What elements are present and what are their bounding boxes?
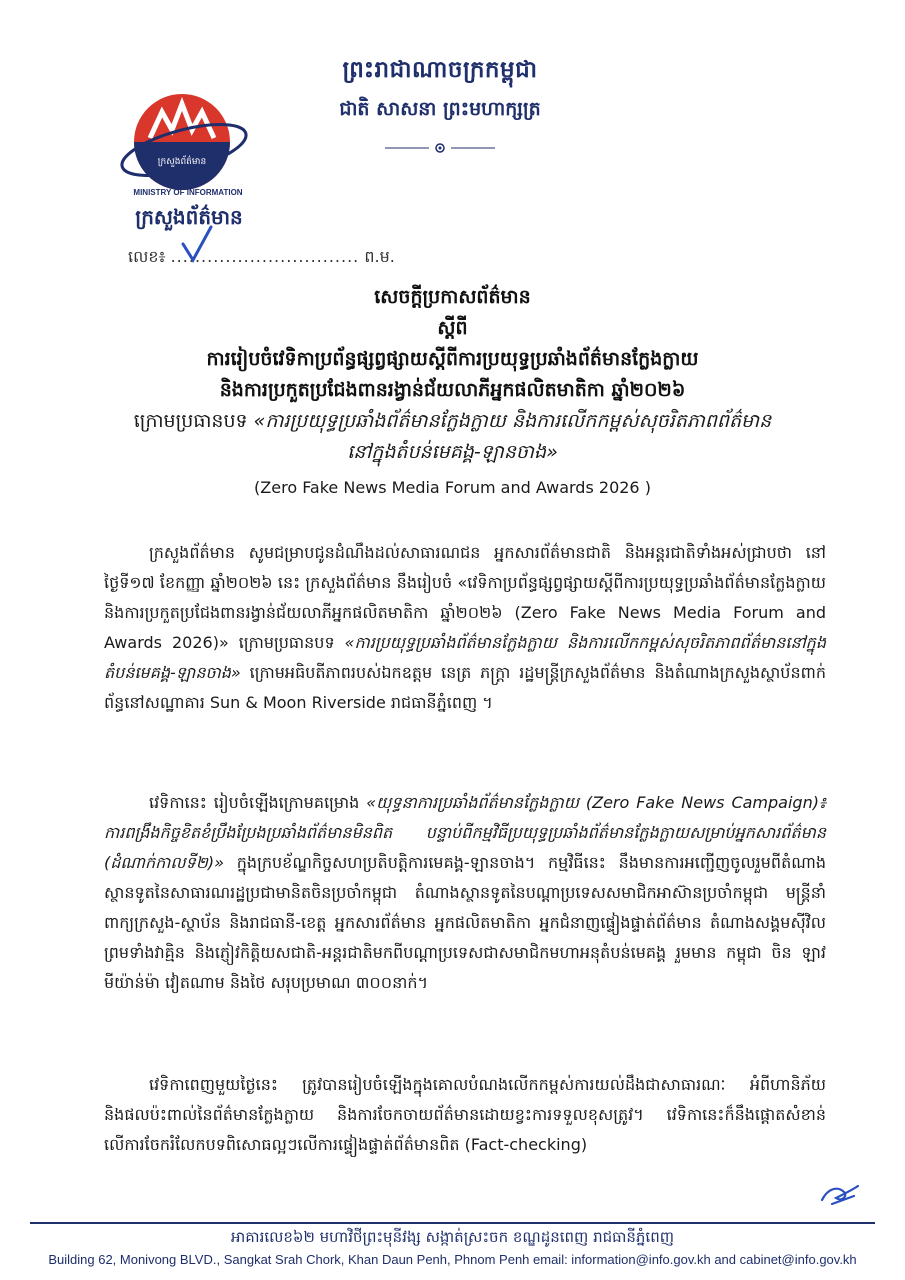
paragraph-2-tail: ក្នុងក្របខ័ណ្ឌកិច្ចសហប្រតិបត្តិការមេគង្គ-ឡានចាង។ កម្មវិធីនេះ នឹងមានការអញ្ជើញចូលរួមពីតំណាងស្ថានទូតនៃសាធារណរដ្ឋប្រជាមានិតចិនប្រចាំកម្ពុជា តំណាងស្ថានទូតនៃបណ្ដាប្រទេសសមាជិកអាស៊ានប្រចាំកម្ពុជា មន្ត្រីនាំពាក្យក្រសួង-ស្ថាប័ន និងរាជធានី-ខេត្ត អ្នកសារព័ត៌មាន អ្នកផលិតមាតិកា អ្នកជំនាញផ្ទៀងផ្ទាត់ព័ត៌មាន តំណាងសង្គមស៊ីវិល ព្រមទាំងវាគ្មិន និងភ្ញៀវកិត្តិយសជាតិ-អន្តរជាតិមកពីបណ្ដាប្រទេសជាសមាជិកមហាអនុតំបន់មេគង្គ រួមមាន កម្ពុជា ចិន ឡាវ មីយ៉ាន់ម៉ា វៀតណាម និងថៃ សរុបប្រមាណ ៣០០នាក់។ — [104, 853, 826, 992]
divider-ornament-icon — [385, 142, 495, 154]
ref-label: លេខ៖ — [128, 247, 166, 266]
logo-text-en: MINISTRY OF INFORMATION — [133, 188, 243, 197]
title-theme-line-2 — [90, 437, 815, 468]
paragraph-1-text: ក្រសួងព័ត៌មាន សូមជម្រាបជូនដំណឹងដល់សាធារណជន អ្នកសារព័ត៌មានជាតិ និងអន្តរជាតិទាំងអស់ជ្រាបថា នៅថ្ងៃទី១៧ ខែកញ្ញា ឆ្នាំ២០២៦ នេះ ក្រសួងព័ត៌មាន នឹងរៀបចំ «វេទិកាប្រព័ន្ធផ្សព្វផ្សាយស្ដីពីការប្រយុទ្ធប្រឆាំងព័ត៌មានក្លែងក្លាយ និងការប្រកួតប្រជែងពានរង្វាន់ជ័យលាភីអ្នកផលិតមាតិកា ឆ្នាំ២០២៦ (Zero Fake News Media Forum and Awards 2026)» ក្រោមប្រធានបទ — [104, 543, 826, 652]
paragraph-1-theme: «ការប្រយុទ្ធប្រឆាំងព័ត៌មានក្លែងក្លាយ និងការលើកកម្ពស់សុចរិតភាពព័ត៌មាននៅក្នុងតំបន់មេគង្គ-ឡានចាង» — [104, 633, 826, 682]
paragraph-1-tail: ក្រោមអធិបតីភាពរបស់ឯកឧត្តម នេត្រ ភក្ត្រា រដ្ឋមន្ត្រីក្រសួងព័ត៌មាន និងតំណាងក្រសួងស្ថាប័នពាក់ព័ន្ធនៅសណ្ឋាគារ Sun & Moon Riverside រាជធានីភ្នំពេញ ។ — [104, 663, 827, 712]
logo-text-kh: ក្រសួងព័ត៌មាន — [157, 157, 207, 167]
kingdom-title: ព្រះរាជាណាចក្រកម្ពុជា — [342, 57, 538, 83]
footer-address-en: Building 62, Monivong BLVD., Sangkat Srah Chork, Khan Daun Penh, Phnom Penh email: information@info.gov.kh and cabinet@info.gov.kh — [48, 1252, 857, 1267]
ref-dots: ............................... — [170, 247, 360, 266]
title-line-4: និងការប្រកួតប្រជែងពានរង្វាន់ជ័យលាភីអ្នកផលិតមាតិកា ឆ្នាំ២០២៦ — [219, 379, 686, 401]
title-english: (Zero Fake News Media Forum and Awards 2026 ) — [254, 478, 651, 497]
title-line-1: សេចក្ដីប្រកាសព័ត៌មាន — [374, 286, 531, 308]
theme-prefix: ក្រោមប្រធានបទ — [133, 410, 248, 432]
initials-signature-icon — [818, 1182, 862, 1208]
paragraph-2 — [104, 788, 826, 998]
paragraph-3-text: វេទិកាពេញមួយថ្ងៃនេះ ត្រូវបានរៀបចំឡើងក្នុងគោលបំណងលើកកម្ពស់ការយល់ដឹងជាសាធារណៈ អំពីហានិភ័យ និងផលប៉ះពាល់នៃព័ត៌មានក្លែងក្លាយ និងការចែកចាយព័ត៌មានដោយខ្វះការទទួលខុសត្រូវ។ វេទិកានេះក៏នឹងផ្ដោតសំខាន់លើការចែករំលែកបទពិសោធល្អៗលើការផ្ទៀងផ្ទាត់ព័ត៌មានពិត (Fact-checking) — [104, 1075, 826, 1154]
footer-address-kh: អាគារលេខ៦២ មហាវិថីព្រះមុនីវង្ស សង្កាត់ស្រះចក ខណ្ឌដូនពេញ រាជធានីភ្នំពេញ — [231, 1228, 674, 1246]
paragraph-3 — [104, 1070, 826, 1160]
title-theme-line-1 — [90, 406, 815, 437]
reference-number — [128, 246, 395, 270]
ministry-name: ក្រសួងព័ត៌មាន — [135, 205, 243, 229]
paragraph-2-project: «យុទ្ធនាការប្រឆាំងព័ត៌មានក្លែងក្លាយ (Zero Fake News Campaign)៖ ការពង្រឹងកិច្ចខិតខំប្រឹងប្រែងប្រឆាំងព័ត៌មានមិនពិត បន្ទាប់ពីកម្មវិធីប្រយុទ្ធប្រឆាំងព័ត៌មានក្លែងក្លាយសម្រាប់អ្នកសារព័ត៌មាន (ដំណាក់កាលទី២)» — [104, 793, 826, 872]
title-line-2: ស្ដីពី — [437, 317, 468, 339]
announcement-title — [90, 282, 815, 502]
national-motto: ជាតិ សាសនា ព្រះមហាក្សត្រ — [339, 98, 541, 120]
paragraph-2-lead: វេទិកានេះ រៀបចំឡើងក្រោមគម្រោង — [149, 793, 360, 812]
title-line-3: ការរៀបចំវេទិកាប្រព័ន្ធផ្សព្វផ្សាយស្ដីពីការប្រយុទ្ធប្រឆាំងព័ត៌មានក្លែងក្លាយ — [206, 348, 699, 370]
checkmark-icon — [180, 224, 214, 264]
theme-text-a: «ការប្រយុទ្ធប្រឆាំងព័ត៌មានក្លែងក្លាយ និងការលើកកម្ពស់សុចរិតភាពព័ត៌មាន — [253, 410, 772, 432]
theme-text-b: នៅក្នុងតំបន់មេគង្គ-ឡានចាង» — [347, 441, 558, 463]
ref-suffix: ព.ម. — [364, 247, 395, 266]
footer-divider — [30, 1222, 875, 1224]
kingdom-header — [290, 56, 590, 125]
paragraph-1 — [104, 538, 826, 718]
